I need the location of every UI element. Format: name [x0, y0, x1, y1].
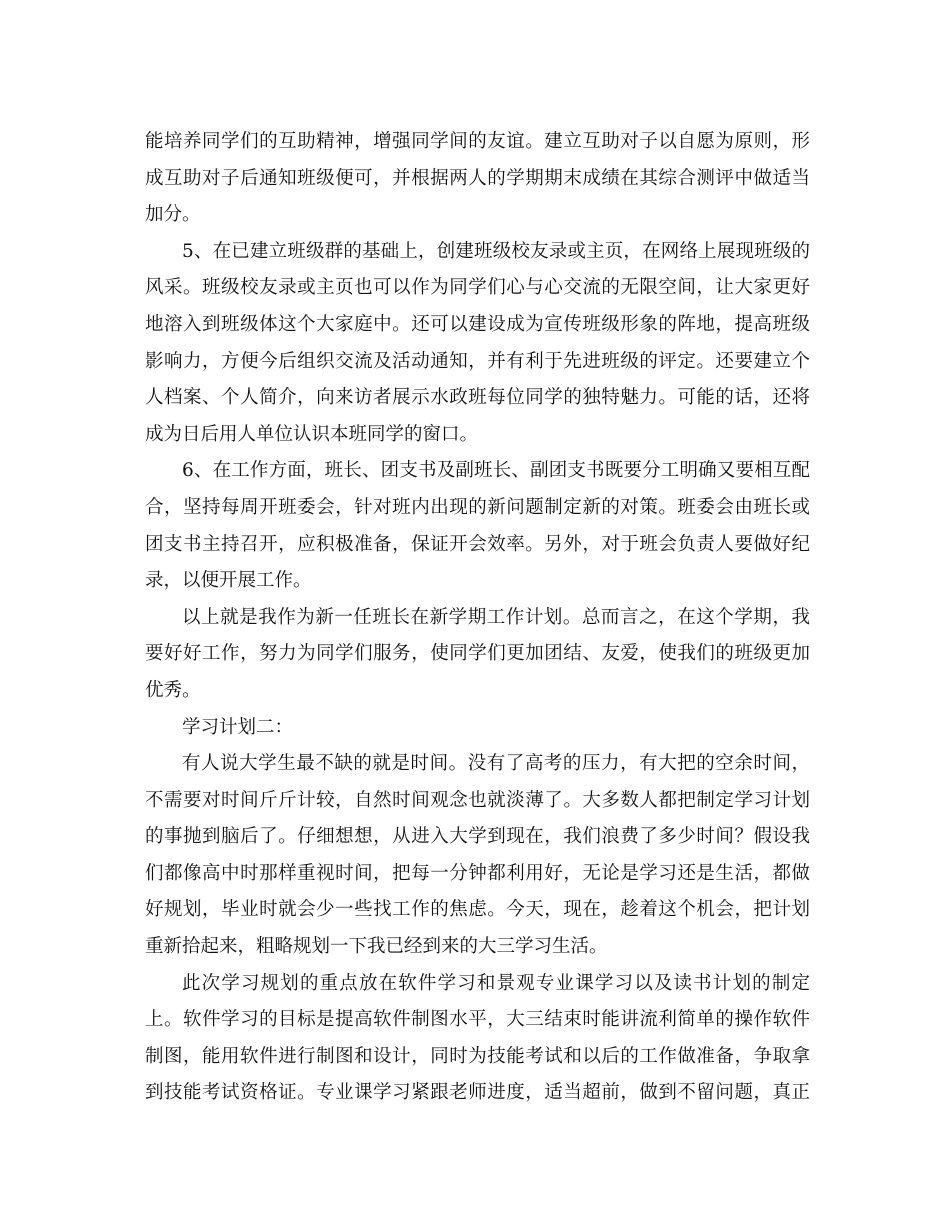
text-line: 人档案、个人简介，向来访者展示水政班每位同学的独特魅力。可能的话，还将: [145, 387, 810, 409]
text-line: 的事抛到脑后了。仔细想想，从进入大学到现在，我们浪费了多少时间？假设我: [145, 826, 810, 848]
text-line: 们都像高中时那样重视时间，把每一分钟都利用好，无论是学习还是生活，都做: [145, 862, 810, 884]
text-line: 重新拾起来，粗略规划一下我已经到来的大三学习生活。: [145, 936, 608, 958]
text-line: 到技能考试资格证。专业课学习紧跟老师进度，适当超前，做到不留问题，真正: [145, 1082, 810, 1104]
text-line: 成互助对子后通知班级便可，并根据两人的学期期末成绩在其综合测评中做适当: [145, 167, 810, 189]
text-line: 成为日后用人单位认识本班同学的窗口。: [145, 423, 479, 445]
text-line: 上。软件学习的目标是提高软件制图水平，大三结束时能讲流利简单的操作软件: [145, 1009, 810, 1031]
text-line: 好规划，毕业时就会少一些找工作的焦虑。今天，现在，趁着这个机会，把计划: [145, 899, 810, 921]
text-line: 不需要对时间斤斤计较，自然时间观念也就淡薄了。大多数人都把制定学习计划: [145, 789, 810, 811]
text-line: 6、在工作方面，班长、团支书及副班长、副团支书既要分工明确又要相互配: [182, 460, 810, 482]
text-line: 录，以便开展工作。: [145, 570, 312, 592]
text-line: 风采。班级校友录或主页也可以作为同学们心与心交流的无限空间，让大家更好: [145, 277, 810, 299]
text-line: 优秀。: [145, 679, 201, 701]
text-line: 此次学习规划的重点放在软件学习和景观专业课学习以及读书计划的制定: [182, 972, 810, 994]
text-line: 5、在已建立班级群的基础上，创建班级校友录或主页，在网络上展现班级的: [182, 240, 810, 262]
text-line: 合，坚持每周开班委会，针对班内出现的新问题制定新的对策。班委会由班长或: [145, 496, 810, 518]
text-line: 加分。: [145, 204, 201, 226]
text-line: 以上就是我作为新一任班长在新学期工作计划。总而言之，在这个学期，我: [182, 606, 810, 628]
text-line: 制图，能用软件进行制图和设计，同时为技能考试和以后的工作做准备，争取拿: [145, 1045, 810, 1067]
document-body: [145, 124, 810, 1112]
text-line: 团支书主持召开，应积极准备，保证开会效率。另外，对于班会负责人要做好纪: [145, 533, 810, 555]
text-line: 能培养同学们的互助精神，增强同学间的友谊。建立互助对子以自愿为原则，形: [145, 131, 810, 152]
text-line: 影响力，方便今后组织交流及活动通知，并有利于先进班级的评定。还要建立个: [145, 350, 810, 372]
text-line: 要好好工作，努力为同学们服务，使同学们更加团结、友爱，使我们的班级更加: [145, 643, 810, 665]
text-line: 地溶入到班级体这个大家庭中。还可以建设成为宣传班级形象的阵地，提高班级: [145, 313, 810, 335]
section-heading: 学习计划二：: [182, 716, 294, 738]
text-line: 有人说大学生最不缺的就是时间。没有了高考的压力，有大把的空余时间，: [182, 753, 810, 775]
